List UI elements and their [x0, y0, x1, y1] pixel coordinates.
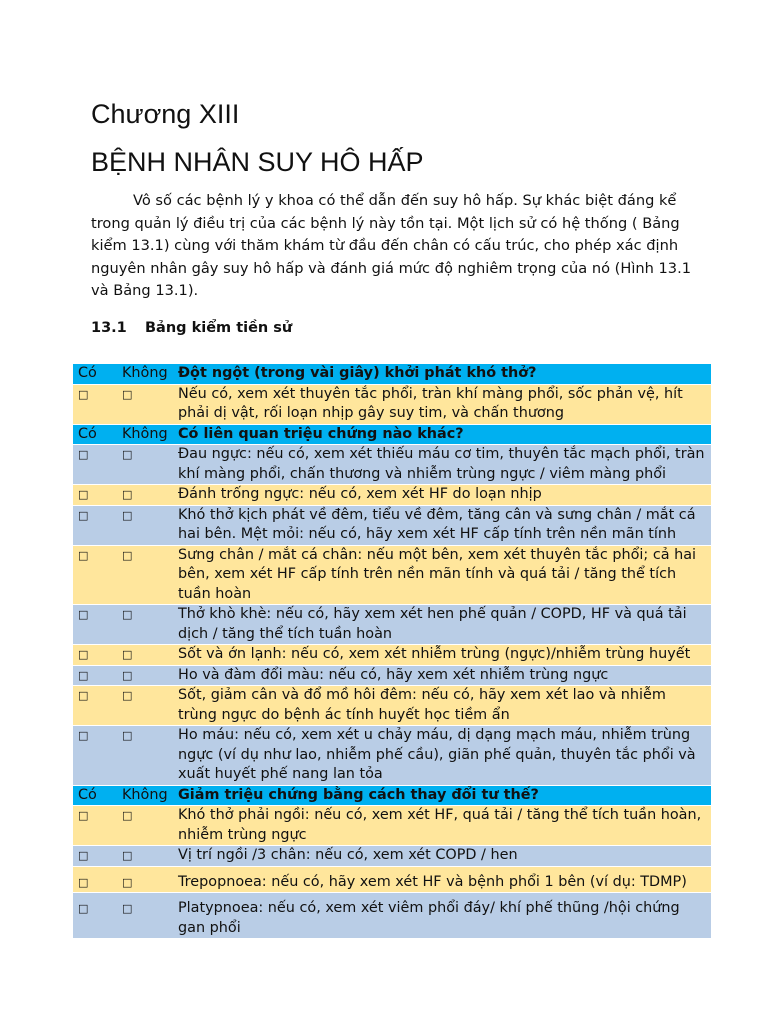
no-checkbox[interactable]: □	[122, 508, 133, 522]
yes-checkbox[interactable]: □	[78, 668, 89, 682]
checklist-item-text: Ho và đàm đổi màu: nếu có, hãy xem xét nhiễm trùng ngực	[173, 665, 711, 686]
no-checkbox[interactable]: □	[122, 902, 133, 915]
yes-checkbox[interactable]: □	[78, 875, 89, 889]
no-header: Không	[117, 785, 173, 806]
yes-checkbox[interactable]: □	[78, 902, 89, 915]
checklist-header-row	[73, 364, 711, 384]
checklist-row	[73, 545, 711, 605]
checklist-row	[73, 866, 711, 893]
yes-checkbox[interactable]: □	[78, 729, 89, 742]
no-checkbox[interactable]: □	[122, 387, 133, 401]
checklist-row	[73, 846, 711, 867]
checklist-item-text: Thở khò khè: nếu có, hãy xem xét hen phế quản / COPD, HF và quá tải dịch / tăng thể tích tuần hoàn	[173, 605, 711, 645]
checklist-header-row	[73, 785, 711, 806]
no-checkbox[interactable]: □	[122, 548, 133, 562]
page-content	[91, 92, 711, 339]
yes-header: Có	[73, 424, 117, 445]
yes-header: Có	[73, 785, 117, 806]
checklist-row	[73, 806, 711, 846]
yes-checkbox[interactable]: □	[78, 689, 89, 702]
yes-checkbox[interactable]: □	[78, 448, 89, 461]
history-checklist-table	[73, 364, 711, 939]
checklist-row	[73, 605, 711, 645]
yes-checkbox[interactable]: □	[78, 809, 89, 822]
checklist-item-text: Khó thở phải ngồi: nếu có, xem xét HF, quá tải / tăng thể tích tuần hoàn, nhiễm trùng ngực	[173, 806, 711, 846]
no-checkbox[interactable]: □	[122, 729, 133, 742]
section-heading	[91, 317, 711, 339]
chapter-title: BỆNH NHÂN SUY HÔ HẤP	[91, 147, 424, 177]
checklist-item-text: Ho máu: nếu có, xem xét u chảy máu, dị dạng mạch máu, nhiễm trùng ngực (ví dụ như lao, nhiễm phế cầu), giãn phế quản, thuyên tắc phổi và xuất huyết phế nang lan tỏa	[173, 726, 711, 786]
no-checkbox[interactable]: □	[122, 608, 133, 621]
no-checkbox[interactable]: □	[122, 689, 133, 702]
section-number: 13.1	[91, 319, 127, 336]
checklist-row	[73, 445, 711, 485]
checklist-item-text: Vị trí ngồi /3 chân: nếu có, xem xét COPD / hen	[173, 846, 711, 867]
no-checkbox[interactable]: □	[122, 448, 133, 461]
checklist-row	[73, 384, 711, 424]
checklist-row	[73, 686, 711, 726]
yes-checkbox[interactable]: □	[78, 488, 89, 501]
yes-checkbox[interactable]: □	[78, 548, 89, 562]
checklist-item-text: Đánh trống ngực: nếu có, xem xét HF do loạn nhịp	[173, 485, 711, 506]
yes-header: Có	[73, 364, 117, 384]
checklist-item-text: Sưng chân / mắt cá chân: nếu một bên, xem xét thuyên tắc phổi; cả hai bên, xem xét HF cấp tính trên nền mãn tính và quá tải / tăng thể tích tuần hoàn	[173, 545, 711, 605]
no-checkbox[interactable]: □	[122, 875, 133, 889]
checklist-item-text: Khó thở kịch phát về đêm, tiểu về đêm, tăng cân và sưng chân / mắt cá hai bên. Mệt mỏi: nếu có, hãy xem xét HF cấp tính trên nền mãn tính	[173, 505, 711, 545]
checklist-item-text: Sốt, giảm cân và đổ mồ hôi đêm: nếu có, hãy xem xét lao và nhiễm trùng ngực do bệnh ác tính huyết học tiềm ẩn	[173, 686, 711, 726]
no-checkbox[interactable]: □	[122, 849, 133, 862]
checklist-item-text: Nếu có, xem xét thuyên tắc phổi, tràn khí màng phổi, sốc phản vệ, hít phải dị vật, rối loạn nhịp gây suy tim, và chấn thương	[173, 384, 711, 424]
no-checkbox[interactable]: □	[122, 668, 133, 682]
no-header: Không	[117, 364, 173, 384]
checklist-row	[73, 485, 711, 506]
question-header: Có liên quan triệu chứng nào khác?	[173, 424, 711, 445]
yes-checkbox[interactable]: □	[78, 608, 89, 621]
yes-checkbox[interactable]: □	[78, 648, 89, 661]
checklist-row	[73, 645, 711, 666]
no-checkbox[interactable]: □	[122, 648, 133, 661]
section-title: Bảng kiểm tiền sử	[145, 319, 293, 336]
checklist-item-text: Đau ngực: nếu có, xem xét thiếu máu cơ tim, thuyên tắc mạch phổi, tràn khí màng phổi, chấn thương và nhiễm trùng ngực / viêm màng phổi	[173, 445, 711, 485]
no-checkbox[interactable]: □	[122, 488, 133, 501]
question-header: Giảm triệu chứng bằng cách thay đổi tư thế?	[173, 785, 711, 806]
checklist-row	[73, 665, 711, 686]
yes-checkbox[interactable]: □	[78, 387, 89, 401]
intro-paragraph: Vô số các bệnh lý y khoa có thể dẫn đến suy hô hấp. Sự khác biệt đáng kể trong quản lý điều trị của các bệnh lý này tồn tại. Một lịch sử có hệ thống ( Bảng kiểm 13.1) cùng với thăm khám từ đầu đến chân có cấu trúc, cho phép xác định nguyên nhân gây suy hô hấp và đánh giá mức độ nghiêm trọng của nó (Hình 13.1 và Bảng 13.1).	[91, 192, 692, 300]
checklist-row	[73, 893, 711, 939]
chapter-heading: Chương XIII	[91, 99, 240, 129]
checklist-row	[73, 726, 711, 786]
checklist-item-text: Sốt và ớn lạnh: nếu có, xem xét nhiễm trùng (ngực)/nhiễm trùng huyết	[173, 645, 711, 666]
checklist-item-text: Platypnoea: nếu có, xem xét viêm phổi đáy/ khí phế thũng /hội chứng gan phổi	[173, 893, 711, 939]
question-header: Đột ngột (trong vài giây) khởi phát khó thở?	[173, 364, 711, 384]
checklist-row	[73, 505, 711, 545]
checklist-item-text: Trepopnoea: nếu có, hãy xem xét HF và bệnh phổi 1 bên (ví dụ: TDMP)	[173, 866, 711, 893]
no-header: Không	[117, 424, 173, 445]
yes-checkbox[interactable]: □	[78, 508, 89, 522]
no-checkbox[interactable]: □	[122, 809, 133, 822]
yes-checkbox[interactable]: □	[78, 849, 89, 862]
checklist-header-row	[73, 424, 711, 445]
